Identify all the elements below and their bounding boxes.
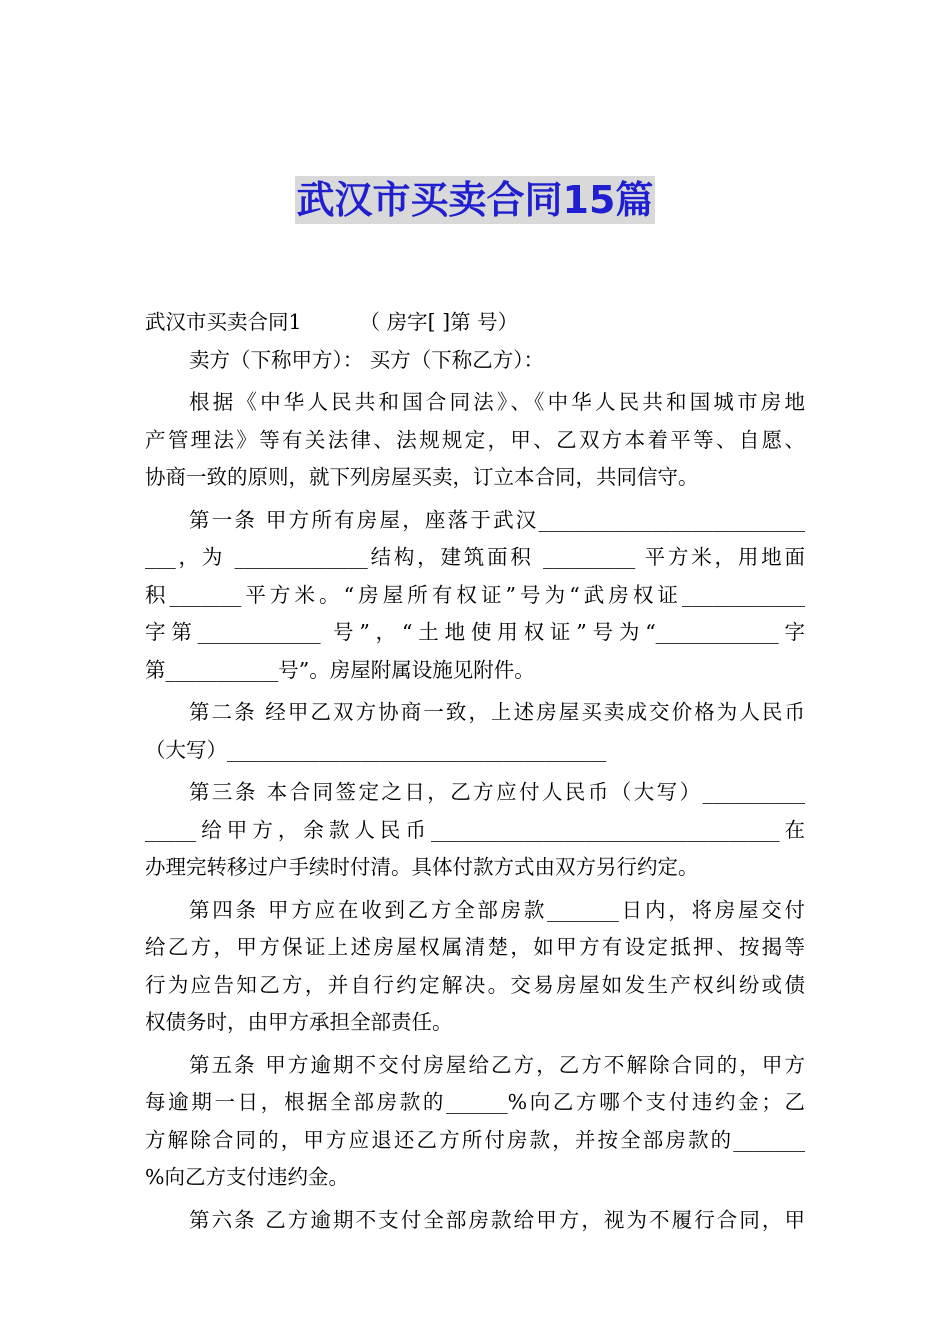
- preamble-line: 产管理法》等有关法律、法规规定，甲、乙双方本着平等、自愿、: [145, 427, 805, 452]
- preamble-line: 根据《中华人民共和国合同法》、《中华人民共和国城市房地: [189, 390, 805, 414]
- article-2-line: （大写）_____________________________________: [145, 737, 607, 762]
- article-5-line: 第五条 甲方逾期不交付房屋给乙方，乙方不解除合同的，甲方: [189, 1052, 805, 1077]
- article-2-line: 第二条 经甲乙双方协商一致，上述房屋买卖成交价格为人民币: [189, 700, 805, 724]
- article-4-line: 行为应告知乙方，并自行约定解决。交易房屋如发生产权纠纷或债: [145, 972, 805, 997]
- article-1-line: 第___________号”。房屋附属设施见附件。: [145, 657, 535, 682]
- contract-body: [145, 304, 805, 1239]
- article-1-line: 积_______平方米。“房屋所有权证”号为“武房权证____________: [145, 582, 805, 607]
- article-4-line: 给乙方，甲方保证上述房屋权属清楚，如甲方有设定抵押、按揭等: [145, 935, 805, 959]
- contract-heading-line: [145, 304, 805, 342]
- parties-line: 卖方（下称甲方）： 买方（下称乙方）：: [189, 347, 545, 372]
- contract-heading: 武汉市买卖合同1: [145, 310, 302, 334]
- article-5-line: 方解除合同的，甲方应退还乙方所付房款，并按全部房款的_______: [145, 1127, 805, 1152]
- document-title: 武汉市买卖合同15篇: [296, 178, 654, 222]
- article-1-line: 字第____________ 号”，“土地使用权证”号为“____________字: [145, 620, 805, 644]
- preamble-line: 协商一致的原则，就下列房屋买卖，订立本合同，共同信守。: [145, 465, 699, 489]
- article-6-line: 第六条 乙方逾期不支付全部房款给甲方，视为不履行合同，甲: [189, 1207, 805, 1232]
- document-title-block: [0, 176, 950, 224]
- article-3-line: 第三条 本合同签定之日，乙方应付人民币（大写）__________: [189, 780, 805, 804]
- article-5-line: 每逾期一日，根据全部房款的______%向乙方哪个支付违约金；乙: [145, 1090, 805, 1114]
- article-3-line: 办理完转移过户手续时付清。具体付款方式由双方另行约定。: [145, 855, 699, 879]
- article-1-line: 第一条 甲方所有房屋，座落于武汉__________________________: [189, 507, 805, 532]
- article-5-line: %向乙方支付违约金。: [145, 1165, 349, 1189]
- article-4-line: 第四条 甲方应在收到乙方全部房款_______日内，将房屋交付: [189, 897, 805, 922]
- house-number-field: （ 房字[ ]第 号）: [359, 310, 519, 334]
- article-3-line: _____给甲方，余款人民币__________________________________在: [145, 817, 805, 842]
- article-1-line: ___，为 _____________结构，建筑面积 _________ 平方米，用地面: [145, 545, 805, 569]
- article-4-line: 权债务时，由甲方承担全部责任。: [145, 1010, 453, 1034]
